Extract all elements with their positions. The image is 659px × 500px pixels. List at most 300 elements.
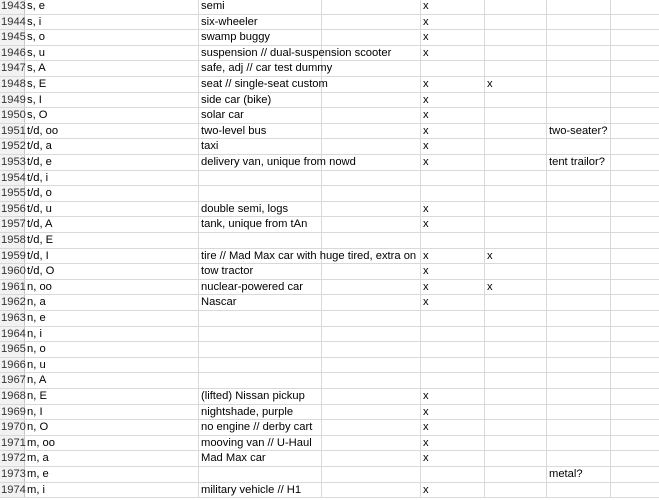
cell-d[interactable]: [421, 0, 485, 14]
cell-a[interactable]: [25, 61, 199, 76]
row-number: [0, 389, 25, 404]
cell-c[interactable]: [322, 373, 421, 388]
cell-e[interactable]: [485, 311, 547, 326]
cell-b[interactable]: [199, 139, 322, 154]
cell-b[interactable]: [199, 342, 322, 357]
cell-a[interactable]: [25, 171, 199, 186]
row-number: [0, 342, 25, 357]
cell-d-text: x: [423, 265, 429, 278]
cell-b[interactable]: [199, 155, 356, 170]
cell-b[interactable]: [199, 249, 417, 264]
cell-b[interactable]: [199, 93, 322, 108]
cell-f[interactable]: [547, 342, 611, 357]
table-row: [0, 124, 659, 140]
cell-a-text: n, o: [27, 343, 46, 356]
cell-b[interactable]: [199, 186, 322, 201]
row-number: [0, 186, 25, 201]
cell-e[interactable]: [485, 373, 547, 388]
cell-b[interactable]: [199, 451, 322, 466]
cell-c[interactable]: [322, 405, 421, 420]
cell-a[interactable]: [25, 202, 199, 217]
cell-c[interactable]: [322, 15, 421, 30]
cell-c[interactable]: [322, 171, 421, 186]
cell-a[interactable]: [25, 93, 199, 108]
cell-b-text: swamp buggy: [201, 31, 271, 44]
cell-d[interactable]: [421, 155, 485, 170]
row-number-text: 1951: [1, 124, 26, 137]
cell-f[interactable]: [547, 77, 611, 92]
cell-e[interactable]: [485, 186, 547, 201]
cell-g[interactable]: [611, 467, 659, 482]
table-row: [0, 327, 659, 343]
row-number: [0, 327, 25, 342]
cell-d[interactable]: [421, 311, 485, 326]
cell-e[interactable]: [485, 108, 547, 123]
table-row: [0, 373, 659, 389]
row-number-text: 1966: [1, 358, 26, 371]
row-number-text: 1943: [1, 0, 26, 12]
cell-a[interactable]: [25, 217, 199, 232]
row-number-text: 1968: [1, 390, 26, 402]
table-row: [0, 233, 659, 249]
cell-f[interactable]: [547, 61, 611, 76]
row-number: [0, 483, 25, 498]
cell-c[interactable]: [322, 202, 421, 217]
cell-b[interactable]: [199, 217, 322, 232]
cell-b-text: two-level bus: [201, 124, 267, 137]
cell-a-text: t/d, I: [27, 249, 49, 262]
cell-g[interactable]: [611, 0, 659, 14]
cell-e[interactable]: [485, 358, 547, 373]
cell-g[interactable]: [611, 171, 659, 186]
cell-c[interactable]: [322, 139, 421, 154]
cell-c[interactable]: [322, 358, 421, 373]
cell-a[interactable]: [25, 155, 199, 170]
cell-e[interactable]: [485, 249, 547, 264]
cell-b-text: military vehicle // H1: [201, 483, 302, 496]
cell-a[interactable]: [25, 420, 199, 435]
cell-g[interactable]: [611, 389, 659, 404]
cell-g[interactable]: [611, 61, 659, 76]
cell-d[interactable]: [421, 233, 485, 248]
cell-g[interactable]: [611, 233, 659, 248]
cell-b-text: Mad Max car: [201, 452, 266, 465]
cell-b[interactable]: [199, 202, 322, 217]
cell-b[interactable]: [199, 264, 322, 279]
cell-a[interactable]: [25, 77, 199, 92]
cell-d[interactable]: [421, 46, 485, 61]
cell-e[interactable]: [485, 30, 547, 45]
cell-a-text: t/d, e: [27, 156, 52, 168]
cell-f[interactable]: [547, 202, 611, 217]
cell-e[interactable]: [485, 467, 547, 482]
cell-e[interactable]: [485, 202, 547, 217]
cell-g[interactable]: [611, 155, 659, 170]
cell-g[interactable]: [611, 186, 659, 201]
cell-b[interactable]: [199, 233, 322, 248]
row-number-text: 1972: [1, 452, 26, 465]
cell-b-text: six-wheeler: [201, 15, 258, 28]
cell-e[interactable]: [485, 389, 547, 404]
cell-f[interactable]: [547, 217, 611, 232]
cell-b-text: seat // single-seat custom: [201, 78, 328, 90]
cell-c[interactable]: [322, 233, 421, 248]
cell-g[interactable]: [611, 124, 659, 139]
row-number: [0, 171, 25, 186]
cell-a[interactable]: [25, 108, 199, 123]
cell-a-text: t/d, o: [27, 187, 52, 200]
cell-a-text: n, i: [27, 327, 42, 340]
cell-e[interactable]: [485, 420, 547, 435]
cell-f[interactable]: [547, 46, 611, 61]
cell-d[interactable]: [421, 420, 485, 435]
cell-c[interactable]: [322, 264, 421, 279]
cell-e[interactable]: [485, 342, 547, 357]
cell-f[interactable]: [547, 264, 611, 279]
cell-c[interactable]: [322, 467, 421, 482]
cell-e-text: x: [487, 78, 493, 90]
cell-b[interactable]: [199, 30, 322, 45]
row-number-text: 1956: [1, 202, 26, 215]
cell-e-text: x: [487, 249, 493, 262]
cell-e[interactable]: [485, 233, 547, 248]
cell-c[interactable]: [322, 124, 421, 139]
cell-b[interactable]: [199, 373, 322, 388]
cell-b[interactable]: [199, 295, 322, 310]
cell-a[interactable]: [25, 467, 199, 482]
cell-f[interactable]: [547, 373, 611, 388]
row-number: [0, 373, 25, 388]
cell-b[interactable]: [199, 311, 322, 326]
cell-d[interactable]: [421, 483, 485, 498]
row-number: [0, 108, 25, 123]
cell-f[interactable]: [547, 171, 611, 186]
cell-a-text: m, e: [27, 468, 49, 480]
cell-e[interactable]: [485, 280, 547, 295]
cell-g[interactable]: [611, 358, 659, 373]
row-number: [0, 0, 25, 14]
cell-a[interactable]: [25, 15, 199, 30]
table-row: [0, 108, 659, 124]
cell-f[interactable]: [547, 93, 611, 108]
row-number-text: 1960: [1, 265, 26, 278]
table-row: [0, 61, 659, 77]
cell-g[interactable]: [611, 342, 659, 357]
cell-a-text: s, e: [27, 0, 46, 12]
cell-c[interactable]: [322, 77, 421, 92]
cell-c[interactable]: [322, 342, 421, 357]
cell-a[interactable]: [25, 358, 199, 373]
cell-g[interactable]: [611, 202, 659, 217]
cell-d-text: x: [423, 156, 429, 168]
cell-a-text: s, O: [27, 109, 48, 122]
cell-d-text: x: [423, 93, 429, 106]
cell-e[interactable]: [485, 217, 547, 232]
cell-e[interactable]: [485, 405, 547, 420]
cell-g[interactable]: [611, 249, 659, 264]
cell-d[interactable]: [421, 264, 485, 279]
cell-f-text: tent trailor?: [549, 156, 605, 168]
row-number-text: 1969: [1, 405, 26, 418]
cell-c[interactable]: [322, 217, 421, 232]
cell-e[interactable]: [485, 483, 547, 498]
cell-e[interactable]: [485, 77, 547, 92]
cell-b[interactable]: [199, 389, 322, 404]
cell-b[interactable]: [199, 327, 322, 342]
cell-d[interactable]: [421, 186, 485, 201]
cell-f[interactable]: [547, 108, 611, 123]
cell-b-text: suspension // dual-suspension scooter: [201, 46, 392, 59]
cell-d[interactable]: [421, 389, 485, 404]
cell-e[interactable]: [485, 61, 547, 76]
cell-b[interactable]: [199, 405, 322, 420]
cell-f[interactable]: [547, 451, 611, 466]
cell-d-text: x: [423, 280, 429, 293]
cell-b[interactable]: [199, 483, 322, 498]
cell-e[interactable]: [485, 139, 547, 154]
table-row: [0, 171, 659, 187]
cell-e[interactable]: [485, 155, 547, 170]
row-number: [0, 436, 25, 451]
cell-e[interactable]: [485, 451, 547, 466]
cell-d[interactable]: [421, 217, 485, 232]
cell-e[interactable]: [485, 436, 547, 451]
cell-c[interactable]: [322, 483, 421, 498]
cell-g[interactable]: [611, 295, 659, 310]
cell-d[interactable]: [421, 342, 485, 357]
cell-d[interactable]: [421, 327, 485, 342]
cell-f[interactable]: [547, 15, 611, 30]
cell-c[interactable]: [322, 327, 421, 342]
cell-a[interactable]: [25, 436, 199, 451]
cell-a-text: n, u: [27, 358, 46, 371]
cell-f[interactable]: [547, 358, 611, 373]
cell-f[interactable]: [547, 483, 611, 498]
cell-b[interactable]: [199, 467, 322, 482]
cell-b-text: safe, adj // car test dummy: [201, 62, 333, 75]
cell-b[interactable]: [199, 124, 322, 139]
cell-d[interactable]: [421, 108, 485, 123]
cell-b-text: nuclear-powered car: [201, 280, 303, 293]
cell-g[interactable]: [611, 405, 659, 420]
cell-e[interactable]: [485, 264, 547, 279]
cell-c[interactable]: [322, 451, 421, 466]
cell-a-text: n, e: [27, 312, 46, 324]
cell-g[interactable]: [611, 93, 659, 108]
table-row: [0, 467, 659, 483]
cell-b[interactable]: [199, 358, 322, 373]
cell-g[interactable]: [611, 139, 659, 154]
cell-d[interactable]: [421, 93, 485, 108]
cell-c[interactable]: [322, 93, 421, 108]
cell-a[interactable]: [25, 0, 199, 14]
cell-d[interactable]: [421, 405, 485, 420]
cell-a[interactable]: [25, 327, 199, 342]
cell-d[interactable]: [421, 61, 485, 76]
cell-a[interactable]: [25, 373, 199, 388]
table-row: [0, 311, 659, 327]
cell-f[interactable]: [547, 311, 611, 326]
table-row: [0, 139, 659, 155]
cell-a[interactable]: [25, 139, 199, 154]
cell-c[interactable]: [322, 0, 421, 14]
row-number-text: 1946: [1, 46, 26, 59]
table-row: [0, 155, 659, 171]
cell-a[interactable]: [25, 124, 199, 139]
row-number-text: 1952: [1, 140, 26, 153]
cell-b-text: no engine // derby cart: [201, 421, 313, 434]
cell-e[interactable]: [485, 93, 547, 108]
cell-b[interactable]: [199, 420, 322, 435]
cell-a[interactable]: [25, 30, 199, 45]
cell-d[interactable]: [421, 451, 485, 466]
cell-f[interactable]: [547, 295, 611, 310]
cell-f[interactable]: [547, 155, 611, 170]
cell-a[interactable]: [25, 389, 199, 404]
row-number-text: 1953: [1, 156, 26, 168]
cell-b[interactable]: [199, 46, 392, 61]
cell-d-text: x: [423, 436, 429, 449]
row-number: [0, 124, 25, 139]
cell-a[interactable]: [25, 483, 199, 498]
cell-b-text: tow tractor: [201, 265, 254, 278]
cell-b[interactable]: [199, 0, 322, 14]
cell-c[interactable]: [322, 311, 421, 326]
cell-f[interactable]: [547, 467, 611, 482]
cell-a[interactable]: [25, 342, 199, 357]
table-row: [0, 93, 659, 109]
cell-e[interactable]: [485, 46, 547, 61]
cell-c[interactable]: [322, 61, 421, 76]
cell-a-text: m, a: [27, 452, 49, 465]
cell-a[interactable]: [25, 186, 199, 201]
cell-c[interactable]: [322, 420, 421, 435]
cell-g[interactable]: [611, 30, 659, 45]
cell-c[interactable]: [322, 280, 421, 295]
cell-a[interactable]: [25, 264, 199, 279]
table-row: [0, 436, 659, 452]
cell-d[interactable]: [421, 202, 485, 217]
cell-d[interactable]: [421, 30, 485, 45]
cell-f[interactable]: [547, 436, 611, 451]
cell-a[interactable]: [25, 405, 199, 420]
cell-d[interactable]: [421, 295, 485, 310]
cell-a-text: t/d, u: [27, 202, 52, 215]
cell-e[interactable]: [485, 0, 547, 14]
cell-g[interactable]: [611, 451, 659, 466]
cell-g[interactable]: [611, 436, 659, 451]
cell-g[interactable]: [611, 264, 659, 279]
cell-g[interactable]: [611, 15, 659, 30]
cell-g[interactable]: [611, 311, 659, 326]
cell-f[interactable]: [547, 30, 611, 45]
cell-f[interactable]: [547, 405, 611, 420]
cell-d-text: x: [423, 421, 429, 434]
cell-d[interactable]: [421, 373, 485, 388]
cell-a-text: n, O: [27, 421, 49, 434]
cell-b[interactable]: [199, 436, 322, 451]
cell-a[interactable]: [25, 451, 199, 466]
cell-f[interactable]: [547, 124, 611, 139]
cell-a[interactable]: [25, 311, 199, 326]
cell-b[interactable]: [199, 280, 322, 295]
cell-f-text: metal?: [549, 468, 583, 480]
cell-g[interactable]: [611, 483, 659, 498]
cell-c[interactable]: [322, 30, 421, 45]
cell-a[interactable]: [25, 46, 199, 61]
cell-f[interactable]: [547, 186, 611, 201]
cell-c[interactable]: [322, 389, 421, 404]
cell-g[interactable]: [611, 77, 659, 92]
row-number-text: 1944: [1, 15, 26, 28]
cell-e[interactable]: [485, 171, 547, 186]
cell-g[interactable]: [611, 327, 659, 342]
cell-d[interactable]: [421, 15, 485, 30]
row-number-text: 1967: [1, 374, 26, 387]
cell-d[interactable]: [421, 280, 485, 295]
cell-f[interactable]: [547, 139, 611, 154]
cell-a-text: s, u: [27, 46, 46, 59]
cell-a[interactable]: [25, 249, 199, 264]
cell-d[interactable]: [421, 171, 485, 186]
cell-b[interactable]: [199, 77, 328, 92]
cell-d[interactable]: [421, 139, 485, 154]
cell-c[interactable]: [322, 436, 421, 451]
cell-e[interactable]: [485, 124, 547, 139]
cell-e[interactable]: [485, 15, 547, 30]
cell-f[interactable]: [547, 420, 611, 435]
cell-g[interactable]: [611, 420, 659, 435]
cell-c[interactable]: [322, 108, 421, 123]
cell-c[interactable]: [322, 295, 421, 310]
cell-c[interactable]: [322, 186, 421, 201]
cell-g[interactable]: [611, 108, 659, 123]
cell-b[interactable]: [199, 15, 322, 30]
cell-d[interactable]: [421, 467, 485, 482]
cell-b[interactable]: [199, 61, 333, 76]
cell-a[interactable]: [25, 233, 199, 248]
cell-g[interactable]: [611, 280, 659, 295]
cell-a[interactable]: [25, 280, 199, 295]
cell-a[interactable]: [25, 295, 199, 310]
table-row: [0, 77, 659, 93]
cell-d[interactable]: [421, 436, 485, 451]
cell-e[interactable]: [485, 295, 547, 310]
cell-f[interactable]: [547, 0, 611, 14]
cell-a-text: m, oo: [27, 436, 55, 449]
cell-d[interactable]: [421, 249, 485, 264]
cell-g[interactable]: [611, 373, 659, 388]
cell-g[interactable]: [611, 217, 659, 232]
cell-b[interactable]: [199, 171, 322, 186]
cell-f[interactable]: [547, 280, 611, 295]
cell-f[interactable]: [547, 389, 611, 404]
cell-e[interactable]: [485, 327, 547, 342]
cell-f[interactable]: [547, 327, 611, 342]
cell-d[interactable]: [421, 358, 485, 373]
row-number: [0, 249, 25, 264]
cell-d[interactable]: [421, 124, 485, 139]
cell-f[interactable]: [547, 233, 611, 248]
cell-b-text: taxi: [201, 140, 219, 153]
cell-d[interactable]: [421, 77, 485, 92]
cell-b[interactable]: [199, 108, 322, 123]
cell-g[interactable]: [611, 46, 659, 61]
row-number: [0, 451, 25, 466]
cell-f[interactable]: [547, 249, 611, 264]
row-number: [0, 467, 25, 482]
cell-b-text: (lifted) Nissan pickup: [201, 390, 305, 402]
